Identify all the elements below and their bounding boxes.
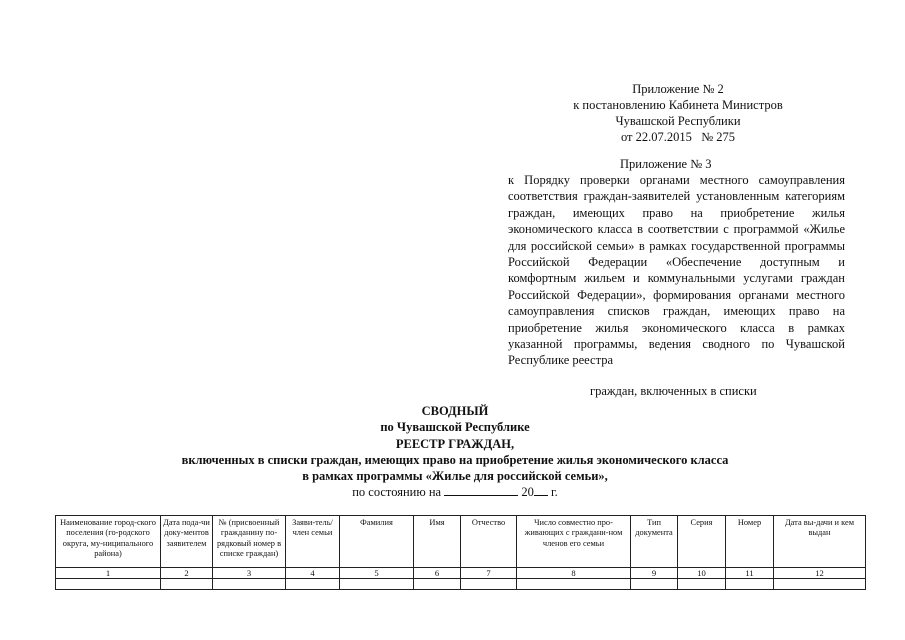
year-blank-field[interactable] [534,484,548,496]
header-document-type: Тип документа [631,516,678,568]
date-suffix: г. [550,485,558,500]
heading-consolidated: СВОДНЫЙ [421,404,489,418]
appendix-3-text: к Порядку проверки органами местного самоуправления соответствия граждан-заявителей установленным категориям граждан, имеющих право на приобретение жилья экономического класса в соответствии с программой «Жилье для российской семьи» в рамках государственной программы Российской Федерации «Обеспечение доступным и комфортным жильем и коммунальными услугами граждан Российской Федерации», формирования органами местного самоуправления списков граждан, имеющих право на приобретение жилья экономического класса в рамках указанной программы, ведения сводного по Чувашской Республике реестра [508,173,845,368]
column-number: 5 [340,568,414,579]
appendix-3-title: Приложение № 3 [620,157,712,171]
table-number-row [56,568,866,579]
table-cell[interactable] [726,579,774,590]
header-patronymic: Отчество [461,516,517,568]
table-row [56,579,866,590]
heading-date-line [100,484,810,500]
header-first-name: Имя [414,516,461,568]
column-number: 10 [678,568,726,579]
column-number: 3 [213,568,286,579]
appendix-2-block [558,81,798,145]
column-number: 6 [414,568,461,579]
column-number: 12 [774,568,866,579]
appendix-2-date: от 22.07.2015 № 275 [620,130,736,144]
heading-included: включенных в списки граждан, имеющих право на приобретение жилья экономического класса [181,452,729,467]
table-header-row [56,516,866,568]
table-cell[interactable] [631,579,678,590]
appendix-2-title: Приложение № 2 [632,82,724,96]
date-prefix: по состоянию на [352,485,442,500]
table-cell[interactable] [414,579,461,590]
appendix-2-republic: Чувашской Республики [615,114,741,128]
column-number: 8 [517,568,631,579]
header-number: Номер [726,516,774,568]
appendix-3-extra: граждан, включенных в списки [590,384,757,398]
appendix-3-body [508,172,845,369]
header-applicant-member: Заяви-тель/член семьи [286,516,340,568]
column-number: 2 [161,568,213,579]
column-number: 4 [286,568,340,579]
header-submission-date: Дата пода-чи доку-ментов заявителем [161,516,213,568]
table-cell[interactable] [286,579,340,590]
column-number: 11 [726,568,774,579]
appendix-2-resolution: к постановлению Кабинета Министров [573,98,783,112]
register-table [55,515,866,590]
column-number: 9 [631,568,678,579]
table-cell[interactable] [774,579,866,590]
table-cell[interactable] [213,579,286,590]
header-issue-date: Дата вы-дачи и кем выдан [774,516,866,568]
table-cell[interactable] [678,579,726,590]
column-number: 7 [461,568,517,579]
header-surname: Фамилия [340,516,414,568]
header-order-number: № (присвоенный гражданину по-рядковый номер в списке граждан) [213,516,286,568]
table-cell[interactable] [517,579,631,590]
date-blank-field[interactable] [444,484,518,496]
heading-program: в рамках программы «Жилье для российской семьи», [302,469,608,484]
table-cell[interactable] [340,579,414,590]
header-settlement: Наименование город-ского поселения (го-родского округа, му-ниципального района) [56,516,161,568]
heading-republic: по Чувашской Республике [380,420,530,435]
register-heading [100,403,810,501]
header-series: Серия [678,516,726,568]
column-number: 1 [56,568,161,579]
table-cell[interactable] [56,579,161,590]
date-year: 20 [521,485,534,500]
table-cell[interactable] [161,579,213,590]
heading-register: РЕЕСТР ГРАЖДАН, [395,436,515,451]
header-family-members: Число совместно про-живающих с граждани-ном членов его семьи [517,516,631,568]
table-cell[interactable] [461,579,517,590]
